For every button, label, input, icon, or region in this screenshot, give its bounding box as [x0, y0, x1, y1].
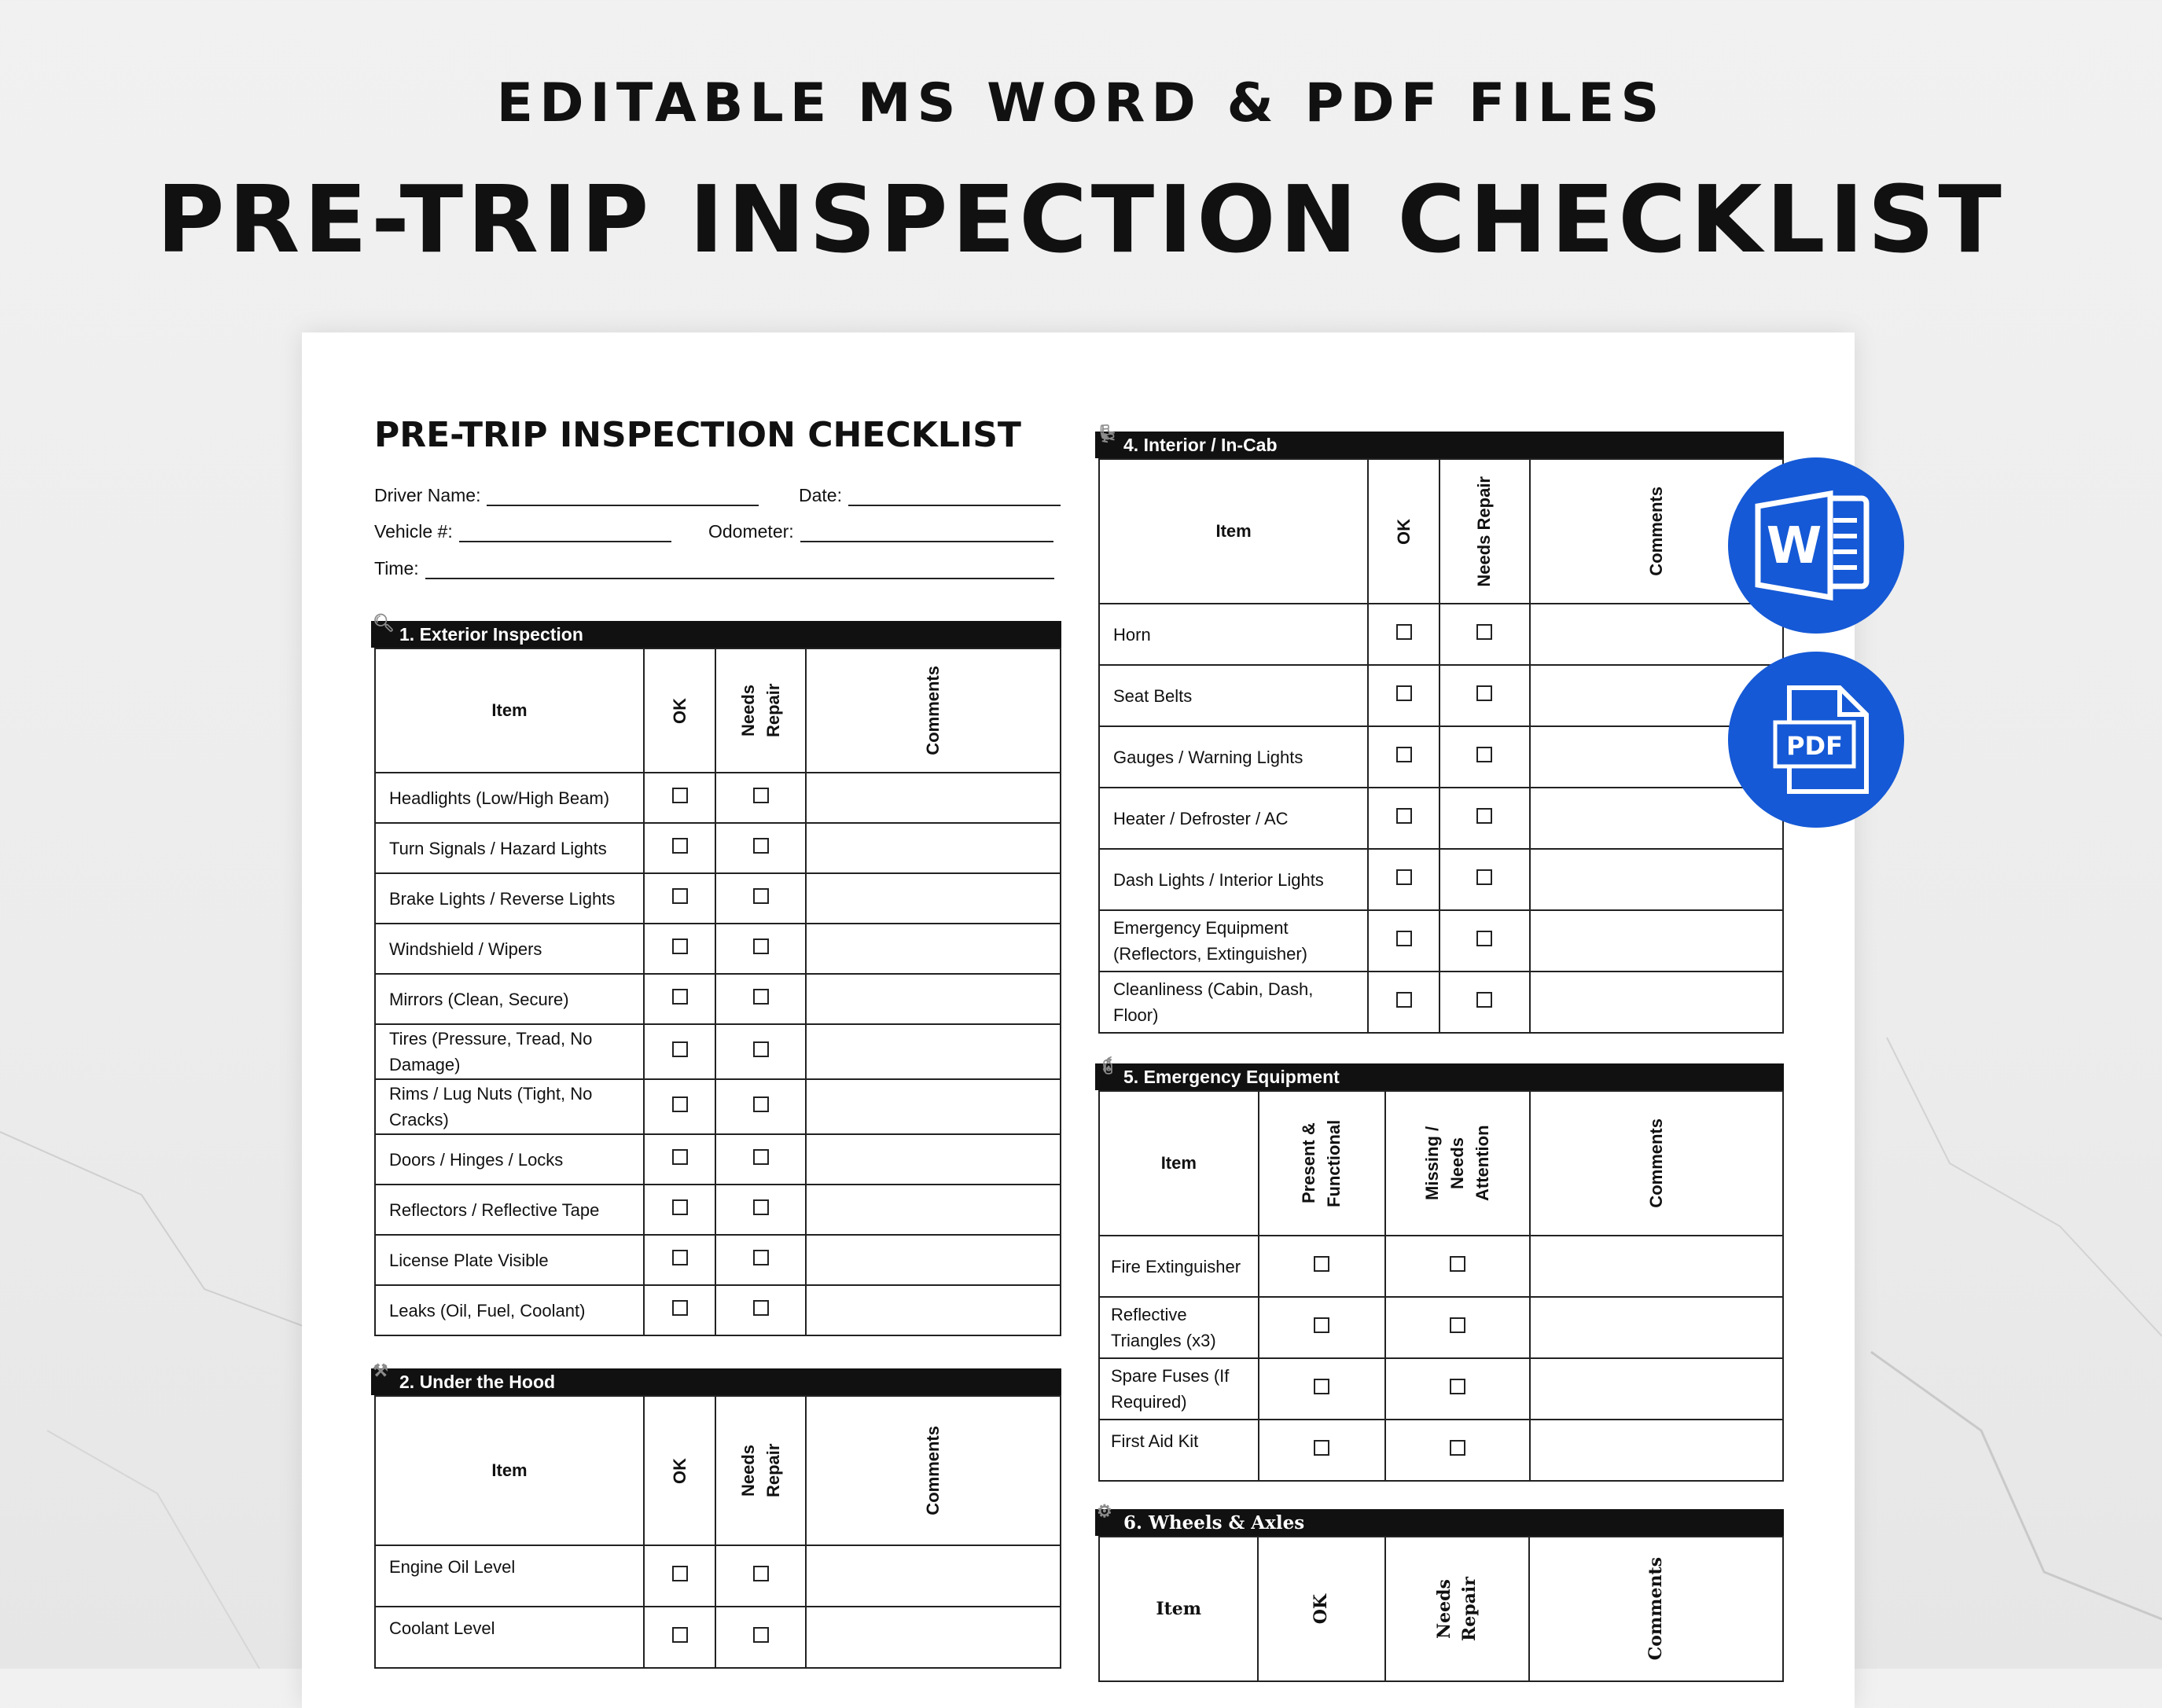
- item-label: Mirrors (Clean, Secure): [375, 974, 644, 1024]
- column-header-item: Item: [1099, 1537, 1258, 1681]
- needs-repair-checkbox[interactable]: [1476, 747, 1492, 762]
- needs-repair-checkbox[interactable]: [753, 1096, 769, 1112]
- exterior-table: [374, 648, 1061, 1336]
- column-header-item: Item: [1099, 1091, 1259, 1236]
- table-row: [1099, 1236, 1783, 1297]
- needs-repair-checkbox[interactable]: [753, 838, 769, 854]
- needs-repair-checkbox[interactable]: [1476, 808, 1492, 824]
- banner-subtitle: EDITABLE MS WORD & PDF FILES: [496, 72, 1666, 134]
- item-label: Cleanliness (Cabin, Dash, Floor): [1099, 972, 1368, 1033]
- table-row: [1099, 972, 1783, 1033]
- item-label: Leaks (Oil, Fuel, Coolant): [375, 1285, 644, 1335]
- present-checkbox[interactable]: [1314, 1440, 1329, 1456]
- section-under-the-hood: [371, 1361, 1061, 1669]
- table-row: [375, 1079, 1061, 1134]
- pdf-badge[interactable]: [1728, 652, 1904, 828]
- needs-repair-checkbox[interactable]: [1476, 992, 1492, 1008]
- needs-repair-checkbox[interactable]: [753, 1149, 769, 1165]
- table-row: [375, 1024, 1061, 1079]
- comments-cell[interactable]: [1530, 972, 1783, 1033]
- needs-repair-checkbox[interactable]: [753, 1250, 769, 1265]
- table-row: [375, 873, 1061, 924]
- table-row: [375, 1185, 1061, 1235]
- ok-checkbox[interactable]: [672, 1149, 688, 1165]
- table-row: [1099, 849, 1783, 910]
- needs-repair-checkbox[interactable]: [1476, 869, 1492, 885]
- table-row: [375, 773, 1061, 823]
- item-label: Brake Lights / Reverse Lights: [375, 873, 644, 924]
- comments-cell[interactable]: [1530, 1358, 1783, 1420]
- comments-cell[interactable]: [806, 1607, 1061, 1668]
- pdf-label: PDF: [1786, 731, 1843, 761]
- ok-checkbox[interactable]: [672, 1041, 688, 1057]
- section-interior-in-cab: [1095, 424, 1784, 1034]
- comments-cell[interactable]: [806, 924, 1061, 974]
- column-header-comments: Comments: [1645, 1118, 1666, 1208]
- extinguisher-icon: 🧯︎: [1097, 1056, 1119, 1075]
- comments-cell[interactable]: [1530, 1297, 1783, 1358]
- ok-checkbox[interactable]: [1396, 624, 1412, 640]
- column-header-item: Item: [375, 648, 644, 773]
- page-title: PRE-TRIP INSPECTION CHECKLIST: [374, 415, 1021, 455]
- needs-repair-checkbox[interactable]: [1476, 685, 1492, 701]
- seat-icon: 💺︎: [1097, 424, 1119, 443]
- item-label: Doors / Hinges / Locks: [375, 1134, 644, 1185]
- comments-cell[interactable]: [1530, 849, 1783, 910]
- item-label: Spare Fuses (If Required): [1099, 1358, 1259, 1420]
- needs-repair-checkbox[interactable]: [753, 938, 769, 954]
- comments-cell[interactable]: [806, 773, 1061, 823]
- word-badge[interactable]: [1728, 457, 1904, 634]
- table-row: [1099, 604, 1783, 665]
- word-document-icon: [1728, 457, 1904, 634]
- section-heading: 🔍︎ 1. Exterior Inspection: [371, 621, 1061, 648]
- missing-checkbox[interactable]: [1450, 1440, 1465, 1456]
- section-wheels-axles: [1095, 1501, 1784, 1682]
- comments-cell[interactable]: [1530, 910, 1783, 972]
- ok-checkbox[interactable]: [672, 1199, 688, 1215]
- item-label: Fire Extinguisher: [1099, 1236, 1259, 1297]
- section-heading: 💺︎ 4. Interior / In-Cab: [1095, 432, 1784, 458]
- needs-repair-checkbox[interactable]: [753, 888, 769, 904]
- emergency-table: [1098, 1090, 1784, 1482]
- item-label: Gauges / Warning Lights: [1099, 726, 1368, 788]
- comments-cell[interactable]: [806, 1024, 1061, 1079]
- time-label: Time:: [374, 558, 419, 579]
- table-row: [375, 1134, 1061, 1185]
- present-checkbox[interactable]: [1314, 1379, 1329, 1394]
- item-label: Headlights (Low/High Beam): [375, 773, 644, 823]
- missing-checkbox[interactable]: [1450, 1379, 1465, 1394]
- column-header-comments: Comments: [923, 1426, 943, 1515]
- item-label: Horn: [1099, 604, 1368, 665]
- odometer-field[interactable]: [708, 521, 1053, 542]
- date-label: Date:: [799, 485, 842, 505]
- column-header-ok: OK: [1393, 518, 1414, 545]
- table-row: [1099, 1420, 1783, 1481]
- needs-repair-checkbox[interactable]: [1476, 931, 1492, 946]
- ok-checkbox[interactable]: [672, 989, 688, 1005]
- needs-repair-checkbox[interactable]: [1476, 624, 1492, 640]
- section-exterior-inspection: [371, 613, 1061, 1336]
- column-header-comments: Comments: [1645, 487, 1666, 576]
- table-row: [1099, 1297, 1783, 1358]
- needs-repair-checkbox[interactable]: [753, 1566, 769, 1581]
- item-label: Emergency Equipment (Reflectors, Extinguisher): [1099, 910, 1368, 972]
- comments-cell[interactable]: [806, 873, 1061, 924]
- column-header-comments: Comments: [1645, 1557, 1666, 1661]
- missing-checkbox[interactable]: [1450, 1317, 1465, 1333]
- item-label: Tires (Pressure, Tread, No Damage): [375, 1024, 644, 1079]
- present-checkbox[interactable]: [1314, 1317, 1329, 1333]
- ok-checkbox[interactable]: [1396, 869, 1412, 885]
- wheel-icon: ⚙︎: [1097, 1501, 1112, 1522]
- hood-table: [374, 1395, 1061, 1669]
- comments-cell[interactable]: [806, 1185, 1061, 1235]
- time-field[interactable]: [374, 558, 1054, 579]
- ok-checkbox[interactable]: [672, 788, 688, 803]
- ok-checkbox[interactable]: [672, 1627, 688, 1643]
- section-emergency-equipment: [1095, 1056, 1784, 1482]
- vehicle-field[interactable]: [374, 521, 671, 542]
- table-row: [1099, 788, 1783, 849]
- ok-checkbox[interactable]: [672, 1300, 688, 1316]
- vehicle-label: Vehicle #:: [374, 521, 453, 542]
- odometer-label: Odometer:: [708, 521, 794, 542]
- comments-cell[interactable]: [806, 1235, 1061, 1285]
- column-header-item: Item: [375, 1396, 644, 1545]
- ok-checkbox[interactable]: [1396, 931, 1412, 946]
- item-label: License Plate Visible: [375, 1235, 644, 1285]
- table-row: [375, 974, 1061, 1024]
- item-label: Reflectors / Reflective Tape: [375, 1185, 644, 1235]
- date-field[interactable]: [799, 485, 1061, 506]
- item-label: Heater / Defroster / AC: [1099, 788, 1368, 849]
- section-heading: ⚙︎ 6. Wheels & Axles: [1095, 1509, 1784, 1536]
- needs-repair-checkbox[interactable]: [753, 1041, 769, 1057]
- ok-checkbox[interactable]: [672, 938, 688, 954]
- ok-checkbox[interactable]: [672, 838, 688, 854]
- column-header-needs-repair: Needs Repair: [1433, 1577, 1480, 1641]
- ok-checkbox[interactable]: [672, 888, 688, 904]
- interior-table: [1098, 458, 1784, 1034]
- comments-cell[interactable]: [806, 1079, 1061, 1134]
- ok-checkbox[interactable]: [1396, 992, 1412, 1008]
- ok-checkbox[interactable]: [672, 1096, 688, 1112]
- driver-name-label: Driver Name:: [374, 485, 481, 505]
- table-row: [1099, 1358, 1783, 1420]
- column-header-needs-repair: Needs Repair: [737, 1443, 783, 1498]
- missing-checkbox[interactable]: [1450, 1256, 1465, 1272]
- table-row: [375, 1235, 1061, 1285]
- word-letter: W: [1766, 517, 1822, 575]
- comments-cell[interactable]: [806, 1285, 1061, 1335]
- item-label: First Aid Kit: [1099, 1420, 1259, 1481]
- item-label: Seat Belts: [1099, 665, 1368, 726]
- ok-checkbox[interactable]: [672, 1250, 688, 1265]
- comments-cell[interactable]: [1530, 1420, 1783, 1481]
- pdf-file-icon: [1728, 652, 1904, 828]
- column-header-comments: Comments: [923, 666, 943, 755]
- item-label: Reflective Triangles (x3): [1099, 1297, 1259, 1358]
- document-page: [302, 332, 1855, 1708]
- item-label: Windshield / Wipers: [375, 924, 644, 974]
- table-row: [375, 823, 1061, 873]
- needs-repair-checkbox[interactable]: [753, 788, 769, 803]
- ok-checkbox[interactable]: [1396, 747, 1412, 762]
- ok-checkbox[interactable]: [1396, 808, 1412, 824]
- comments-cell[interactable]: [806, 823, 1061, 873]
- item-label: Engine Oil Level: [375, 1545, 644, 1607]
- item-label: Rims / Lug Nuts (Tight, No Cracks): [375, 1079, 644, 1134]
- needs-repair-checkbox[interactable]: [753, 989, 769, 1005]
- table-row: [1099, 665, 1783, 726]
- banner-title: PRE-TRIP INSPECTION CHECKLIST: [156, 165, 2006, 274]
- comments-cell[interactable]: [1530, 1236, 1783, 1297]
- column-header-ok: OK: [669, 697, 689, 724]
- item-label: Coolant Level: [375, 1607, 644, 1668]
- tools-icon: ⚒︎: [373, 1361, 388, 1380]
- comments-cell[interactable]: [806, 1545, 1061, 1607]
- column-header-ok: OK: [669, 1457, 689, 1484]
- table-row: [375, 1607, 1061, 1668]
- item-label: Dash Lights / Interior Lights: [1099, 849, 1368, 910]
- comments-cell[interactable]: [806, 1134, 1061, 1185]
- needs-repair-checkbox[interactable]: [753, 1627, 769, 1643]
- column-header-missing-needs-attention: Missing / Needs Attention: [1422, 1125, 1492, 1202]
- ok-checkbox[interactable]: [1396, 685, 1412, 701]
- section-heading: 🧯︎ 5. Emergency Equipment: [1095, 1063, 1784, 1090]
- table-row: [375, 1285, 1061, 1335]
- table-row: [1099, 910, 1783, 972]
- table-row: [375, 924, 1061, 974]
- wheels-table: [1098, 1536, 1784, 1682]
- column-header-needs-repair: Needs Repair: [1474, 476, 1495, 587]
- section-heading: ⚒︎ 2. Under the Hood: [371, 1368, 1061, 1395]
- needs-repair-checkbox[interactable]: [753, 1199, 769, 1215]
- driver-name-field[interactable]: [374, 485, 759, 506]
- column-header-present-functional: Present & Functional: [1299, 1119, 1344, 1207]
- column-header-ok: OK: [1311, 1593, 1332, 1625]
- item-label: Turn Signals / Hazard Lights: [375, 823, 644, 873]
- magnifier-icon: 🔍︎: [373, 613, 395, 633]
- column-header-item: Item: [1099, 459, 1368, 604]
- comments-cell[interactable]: [806, 974, 1061, 1024]
- needs-repair-checkbox[interactable]: [753, 1300, 769, 1316]
- column-header-needs-repair: Needs Repair: [737, 683, 783, 738]
- present-checkbox[interactable]: [1314, 1256, 1329, 1272]
- ok-checkbox[interactable]: [672, 1566, 688, 1581]
- table-row: [375, 1545, 1061, 1607]
- table-row: [1099, 726, 1783, 788]
